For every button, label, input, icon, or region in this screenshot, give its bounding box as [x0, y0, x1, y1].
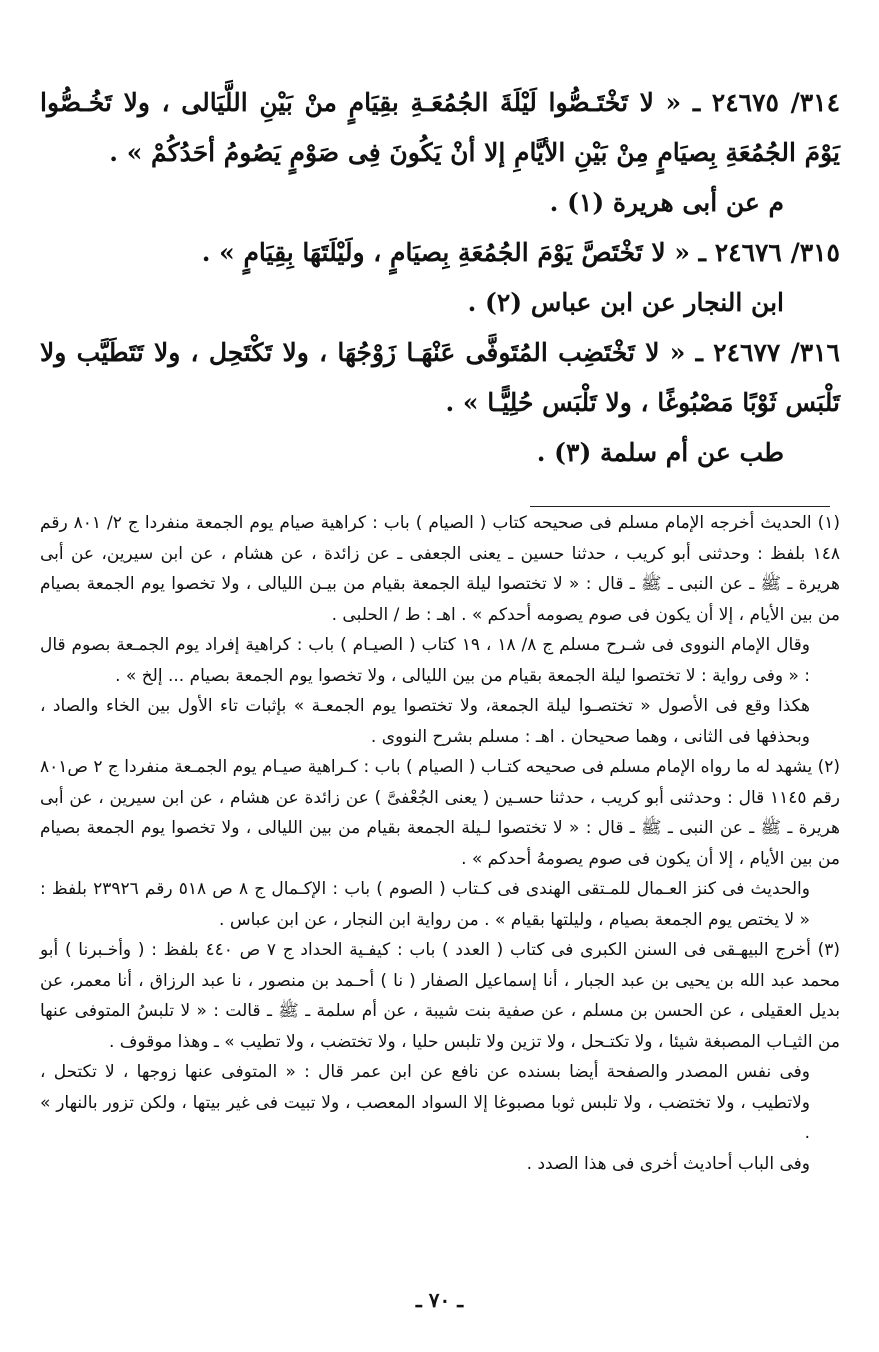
footnote-2: (٢) يشهد له ما رواه الإمام مسلم فى صحيحه كتـاب ( الصيام ) باب : كـراهية صيـام يوم الجمـعة منفردا ج ٢ ص٨٠١ رقم ١١٤٥ قال : وحدثنى أبو كريب ، حدثنا حسـين ( يعنى الجُعْفىَّ ) عن زائدة عن هشام ، عن ابن سيرين ، عن أبى هريرة ـ ﷺ ـ عن النبى ـ ﷺ ـ قال : « لا تختصوا لـيلة الجمعة بقيام من بين الليالى ، ولا تخصوا يوم الجمعة بصيام من بين الأيام ، إلا أن يكون فى صوم يصومهُ أحدكم » .: [40, 757, 840, 869]
footnote-3-paragraph: وفى نفس المصدر والصفحة أيضا بسنده عن نافع عن ابن عمر قال : « المتوفى عنها زوجها ، لا تكتحل ، ولاتطيب ، ولا تختضب ، ولا تلبس ثوبا مصبوغا إلا السواد المعصب ، ولا تبيت فى غير بيتها ، ولكن تزور بالنهار » .: [40, 1062, 810, 1143]
footnote-2-paragraph: والحديث فى كنز العـمال للمـتقى الهندى فى كـتاب ( الصوم ) باب : الإكـمال ج ٨ ص ٥١٨ رقم ٢٣٩٢٦ بلفظ : « لا يختص يوم الجمعة بصيام ، وليلتها بقيام » . من رواية ابن النجار ، عن ابن عباس .: [40, 879, 810, 930]
footnotes: [40, 508, 840, 1179]
hadith-316: ٣١٦/ ٢٤٦٧٧ ـ « لا تَخْتَضِب المُتَوفَّى عَنْهَـا زَوْجُهَا ، ولا تَكْتَحِل ، ولا تَتَطَيَّب ولا تَلْبَس ثَوْبًا مَصْبُوغًا ، ولا تَلْبَس حُلِيًّـا » .: [40, 338, 840, 417]
hadith-list: [40, 78, 840, 478]
hadith-315: ٣١٥/ ٢٤٦٧٦ ـ « لا تَخْتَصَّ يَوْمَ الجُمُعَةِ بِصيَامٍ ، ولَيْلَتَهَا بِقِيَامٍ » .: [201, 238, 840, 267]
footnote-3-paragraph: وفى الباب أحاديث أخرى فى هذا الصدد .: [526, 1153, 810, 1174]
footnote-1-paragraph: وقال الإمام النووى فى شـرح مسلم ج ٨/ ١٨ ، ١٩ كتاب ( الصيـام ) باب : كراهية إفراد يوم الجمـعة بصوم قال : « وفى رواية : لا تختصوا ليلة الجمعة بقيام من بين الليالى ، ولا تخصوا يوم الجمعة بصيام ... إلخ » .: [40, 635, 811, 686]
footnote-3: (٣) أخرج البيهـقى فى السنن الكبرى فى كتاب ( العدد ) باب : كيفـية الحداد ج ٧ ص ٤٤٠ بلفظ : ( وأخـبرنا ) أبو محمد عبد الله بن يحيى بن عبد الجبار ، أنا إسماعيل الصفار ( نا ) أحـمد بن منصور ، نا عبد الرزاق ، أنا معمر، عن بديل العقيلى ، عن الحسن بن مسلم ، عن صفية بنت شيبة ، عن أم سلمة ـ ﷺ ـ قالت : « لا تلبسُ المتوفى عنها من الثيـاب المصبغة شيئا ، ولا تكتـحل ، ولا تزين ولا تلبس حليا ، ولا تختضب ، ولا تطيب » ـ وهذا موقوف .: [40, 940, 840, 1052]
main-text: [40, 78, 840, 478]
footnote-divider: [530, 506, 830, 507]
footnote-1: (١) الحديث أخرجه الإمام مسلم فى صحيحه كتاب ( الصيام ) باب : كراهية صيام يوم الجمعة منفردا ج ٢/ ٨٠١ رقم ١٤٨ بلفظ : وحدثنى أبو كريب ، حدثنا حسين ـ يعنى الجعفى ـ عن زائدة ، عن هشام ، عن ابن سيرين، عن أبى هريرة ـ ﷺ ـ عن النبى ـ ﷺ ـ قال : « لا تختصوا ليلة الجمعة بقيام من بيـن الليالى ، ولا تخصوا يوم الجمعة بصيام من بين الأيام ، إلا أن يكون فى صوم يصومه أحدكم » . اهـ : ط / الحلبى .: [40, 513, 840, 625]
footnote-1-paragraph: هكذا وقع فى الأصول « تختصـوا ليلة الجمعة، ولا تختصوا يوم الجمعـة » بإثبات تاء الأول بين الخاء والصاد ، وبحذفها فى الثانى ، وهما صحيحان . اهـ : مسلم بشرح النووى .: [40, 696, 810, 747]
page-number: ـ ٧٠ ـ: [415, 1288, 464, 1312]
hadith-314-source: م عن أبى هريرة (١) .: [549, 188, 784, 217]
hadith-314: ٣١٤/ ٢٤٦٧٥ ـ « لا تَخْتَـصُّوا لَيْلَةَ الجُمُعَـةِ بقِيَامٍ منْ بَيْنِ اللَّيَالى ، ولا تَخُـصُّوا يَوْمَ الجُمُعَةِ بِصيَامٍ مِنْ بَيْنِ الأيَّامِ إلا أنْ يَكُونَ فِى صَوْمٍ يَصُومُ أحَدُكُمْ » .: [40, 88, 841, 167]
hadith-315-source: ابن النجار عن ابن عباس (٢) .: [467, 288, 784, 317]
hadith-316-source: طب عن أم سلمة (٣) .: [536, 438, 784, 467]
